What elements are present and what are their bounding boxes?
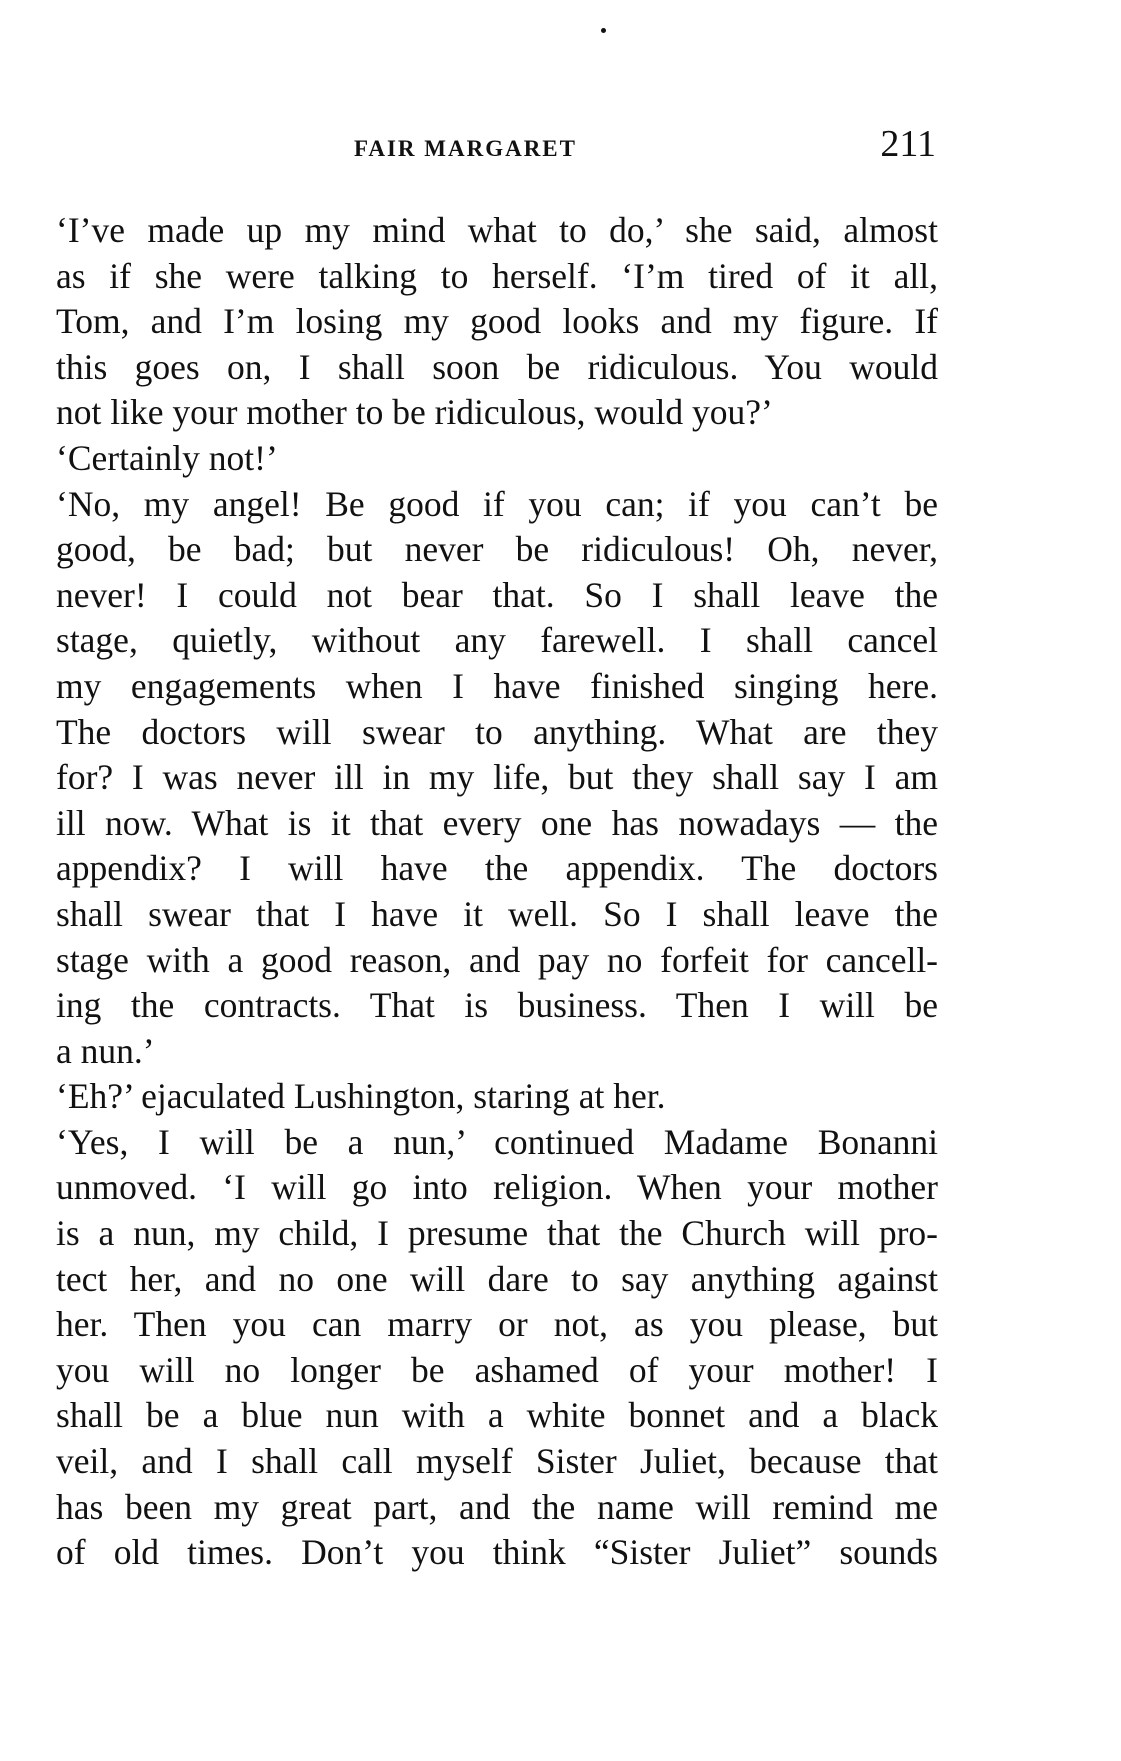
text-line: shall be a blue nun with a white bonnet and a black — [56, 1395, 938, 1436]
text-line: stage, quietly, without any farewell. I shall cancel — [56, 620, 938, 661]
text-line: ‘Eh?’ ejaculated Lushington, staring at her. — [56, 1076, 666, 1117]
text-line: tect her, and no one will dare to say anything against — [56, 1258, 938, 1299]
text-line: appendix? I will have the appendix. The doctors — [56, 848, 938, 889]
text-line: ‘Certainly not!’ — [56, 437, 278, 478]
text-line: ‘I’ve made up my mind what to do,’ she said, almost — [56, 210, 938, 250]
text-line: a nun.’ — [56, 1030, 155, 1071]
text-line: never! I could not bear that. So I shall leave the — [56, 574, 938, 615]
print-speck — [601, 28, 606, 33]
text-line: as if she were talking to herself. ‘I’m tired of it all, — [56, 255, 938, 296]
text-line: good, be bad; but never be ridiculous! Oh, never, — [56, 529, 938, 570]
text-line: is a nun, my child, I presume that the Church will pro- — [56, 1213, 938, 1254]
text-line: you will no longer be ashamed of your mother! I — [56, 1349, 938, 1390]
text-line: has been my great part, and the name will remind me — [56, 1486, 938, 1527]
text-line: ill now. What is it that every one has nowadays — the — [56, 802, 938, 843]
text-line: of old times. Don’t you think “Sister Juliet” sounds — [56, 1532, 938, 1573]
text-line: her. Then you can marry or not, as you please, but — [56, 1304, 938, 1345]
text-line: ing the contracts. That is business. Then I will be — [56, 985, 938, 1026]
text-line: for? I was never ill in my life, but they shall say I am — [56, 757, 938, 798]
body-text — [56, 208, 938, 1576]
text-line: this goes on, I shall soon be ridiculous. You would — [56, 346, 938, 387]
text-line: stage with a good reason, and pay no forfeit for cancell- — [56, 939, 938, 980]
text-line: not like your mother to be ridiculous, would you?’ — [56, 392, 773, 433]
text-line: ‘Yes, I will be a nun,’ continued Madame Bonanni — [56, 1121, 938, 1162]
text-line: veil, and I shall call myself Sister Juliet, because that — [56, 1441, 938, 1482]
page-number: 211 — [880, 123, 936, 165]
text-line: Tom, and I’m losing my good looks and my figure. If — [56, 301, 938, 342]
text-line: The doctors will swear to anything. What are they — [56, 711, 938, 752]
text-line: unmoved. ‘I will go into religion. When your mother — [56, 1167, 938, 1208]
running-title: FAIR MARGARET — [354, 136, 577, 161]
text-line: my engagements when I have finished singing here. — [56, 665, 938, 706]
page-header — [56, 122, 936, 172]
text-line: ‘No, my angel! Be good if you can; if you can’t be — [56, 483, 938, 524]
text-line: shall swear that I have it well. So I shall leave the — [56, 893, 938, 934]
